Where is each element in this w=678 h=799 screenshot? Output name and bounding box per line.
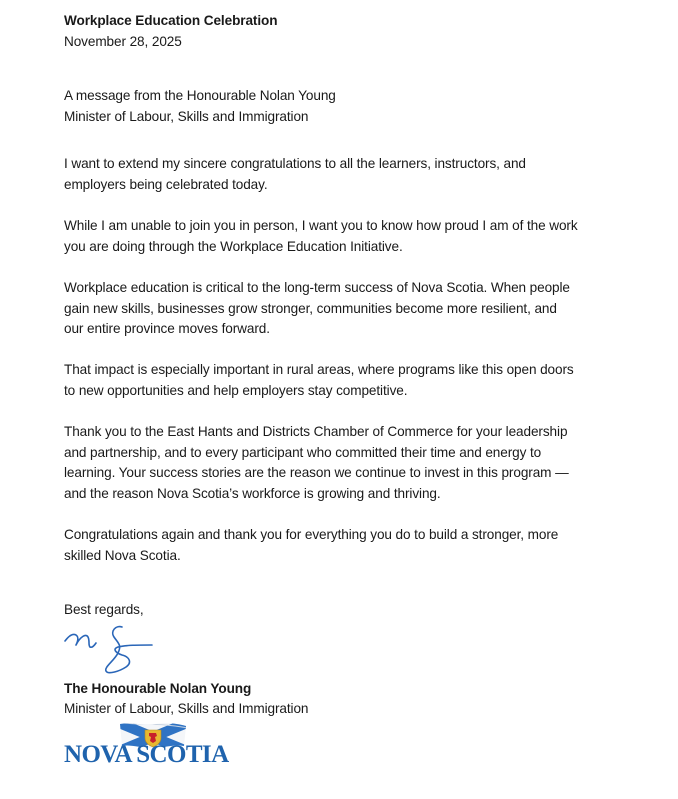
body-paragraph bbox=[64, 525, 624, 566]
nova-scotia-logo bbox=[64, 720, 239, 772]
signature-stroke-s bbox=[106, 626, 152, 672]
signer-name: The Honourable Nolan Young bbox=[64, 680, 252, 696]
body-paragraph bbox=[64, 216, 624, 257]
body-paragraph bbox=[64, 154, 624, 195]
sender-intro-line: A message from the Honourable Nolan Young bbox=[64, 88, 336, 104]
signature-stroke-n bbox=[65, 634, 96, 647]
body-paragraph bbox=[64, 422, 624, 504]
letter-closing bbox=[64, 600, 624, 720]
paragraph-line: Congratulations again and thank you for everything you do to build a stronger, more bbox=[64, 527, 559, 543]
letter-body bbox=[64, 154, 624, 566]
sender-intro bbox=[64, 86, 624, 127]
letter-header bbox=[64, 11, 624, 52]
paragraph-line: to new opportunities and help employers stay competitive. bbox=[64, 382, 408, 398]
paragraph-line: employers being celebrated today. bbox=[64, 176, 268, 192]
letter bbox=[64, 11, 624, 720]
paragraph-line: and the reason Nova Scotia’s workforce is growing and thriving. bbox=[64, 485, 441, 501]
paragraph-line: Workplace education is critical to the long-term success of Nova Scotia. When people bbox=[64, 279, 570, 295]
paragraph-line: you are doing through the Workplace Education Initiative. bbox=[64, 238, 403, 254]
paragraph-line: our entire province moves forward. bbox=[64, 321, 270, 337]
paragraph-line: learning. Your success stories are the reason we continue to invest in this program — bbox=[64, 465, 569, 481]
body-paragraph bbox=[64, 278, 624, 340]
paragraph-line: and partnership, and to every participant who committed their time and energy to bbox=[64, 444, 542, 460]
signer-title: Minister of Labour, Skills and Immigration bbox=[64, 701, 309, 717]
paragraph-line: skilled Nova Scotia. bbox=[64, 547, 181, 563]
paragraph-line: That impact is especially important in rural areas, where programs like this open doors bbox=[64, 362, 574, 378]
paragraph-line: gain new skills, businesses grow stronger, communities become more resilient, and bbox=[64, 300, 557, 316]
sender-intro-title: Minister of Labour, Skills and Immigration bbox=[64, 108, 309, 124]
signature-icon bbox=[60, 623, 160, 675]
paragraph-line: While I am unable to join you in person, I want you to know how proud I am of the work bbox=[64, 218, 578, 234]
logo-wordmark: NOVA SCOTIA bbox=[64, 741, 229, 768]
paragraph-line: I want to extend my sincere congratulations to all the learners, instructors, and bbox=[64, 156, 526, 172]
event-title: Workplace Education Celebration bbox=[64, 13, 278, 28]
letter-date: November 28, 2025 bbox=[64, 33, 182, 49]
paragraph-line: Thank you to the East Hants and Districts Chamber of Commerce for your leadership bbox=[64, 424, 568, 440]
closing-salutation: Best regards, bbox=[64, 602, 144, 618]
body-paragraph bbox=[64, 360, 624, 401]
